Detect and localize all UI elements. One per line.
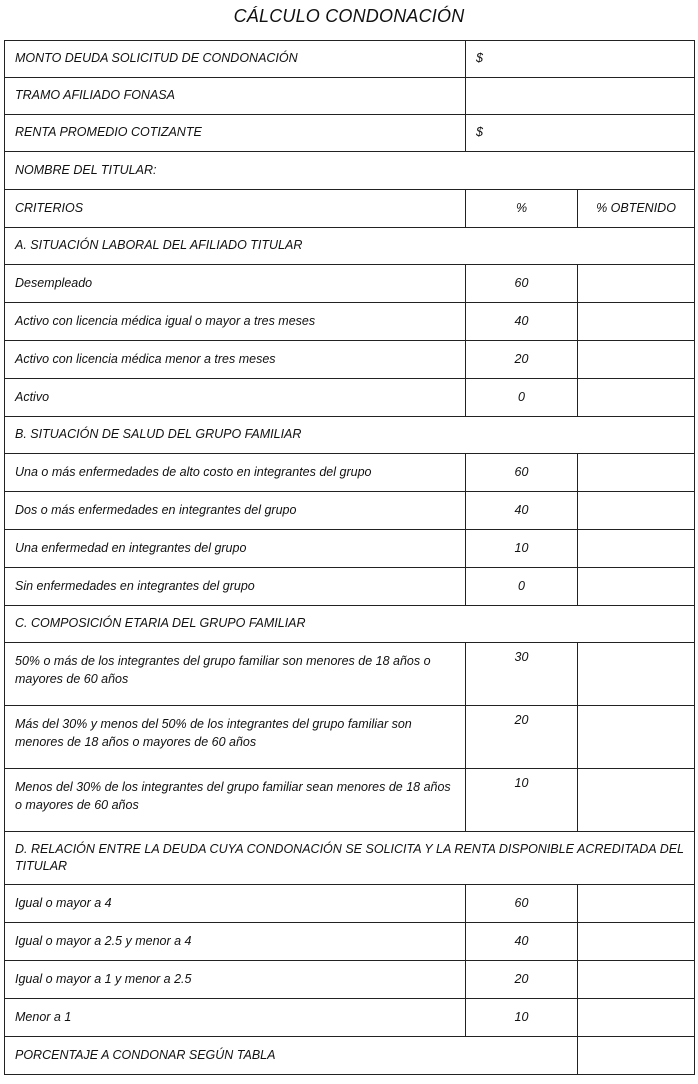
table-row bbox=[5, 303, 695, 341]
section-c-header bbox=[5, 606, 695, 643]
obtenido-cell[interactable] bbox=[578, 379, 695, 417]
criterio-pct: 40 bbox=[466, 492, 578, 530]
table-row bbox=[5, 568, 695, 606]
criterio-label: Igual o mayor a 4 bbox=[5, 885, 466, 923]
footer-label: PORCENTAJE A CONDONAR SEGÚN TABLA bbox=[5, 1037, 578, 1075]
criterio-pct: 60 bbox=[466, 454, 578, 492]
obtenido-cell[interactable] bbox=[578, 643, 695, 706]
criterio-pct: 30 bbox=[466, 643, 578, 706]
table-row bbox=[5, 530, 695, 568]
table-row bbox=[5, 706, 695, 769]
criterio-label: Activo con licencia médica menor a tres meses bbox=[5, 341, 466, 379]
criterio-label: Menor a 1 bbox=[5, 999, 466, 1037]
monto-label: MONTO DEUDA SOLICITUD DE CONDONACIÓN bbox=[5, 41, 466, 78]
criterio-pct: 60 bbox=[466, 265, 578, 303]
table-row bbox=[5, 961, 695, 999]
tramo-row bbox=[5, 78, 695, 115]
renta-label: RENTA PROMEDIO COTIZANTE bbox=[5, 115, 466, 152]
criterio-pct: 20 bbox=[466, 961, 578, 999]
criterio-pct: 0 bbox=[466, 568, 578, 606]
footer-row bbox=[5, 1037, 695, 1075]
criterio-pct: 10 bbox=[466, 999, 578, 1037]
table-row bbox=[5, 454, 695, 492]
section-d-header bbox=[5, 832, 695, 885]
section-title: A. SITUACIÓN LABORAL DEL AFILIADO TITULAR bbox=[5, 228, 695, 265]
obtenido-cell[interactable] bbox=[578, 265, 695, 303]
nombre-label[interactable]: NOMBRE DEL TITULAR: bbox=[5, 152, 695, 190]
section-title: B. SITUACIÓN DE SALUD DEL GRUPO FAMILIAR bbox=[5, 417, 695, 454]
section-title: C. COMPOSICIÓN ETARIA DEL GRUPO FAMILIAR bbox=[5, 606, 695, 643]
criterio-label: Más del 30% y menos del 50% de los integrantes del grupo familiar son menores de 18 años o mayores de 60 años bbox=[5, 706, 466, 769]
criterio-pct: 60 bbox=[466, 885, 578, 923]
tramo-label: TRAMO AFILIADO FONASA bbox=[5, 78, 466, 115]
obtenido-cell[interactable] bbox=[578, 999, 695, 1037]
col-header-pct: % bbox=[466, 190, 578, 228]
criterio-pct: 40 bbox=[466, 923, 578, 961]
table-row bbox=[5, 769, 695, 832]
obtenido-cell[interactable] bbox=[578, 454, 695, 492]
table-row bbox=[5, 643, 695, 706]
column-header-row bbox=[5, 190, 695, 228]
table-row bbox=[5, 492, 695, 530]
obtenido-cell[interactable] bbox=[578, 303, 695, 341]
criterio-label: Desempleado bbox=[5, 265, 466, 303]
obtenido-cell[interactable] bbox=[578, 568, 695, 606]
section-b-header bbox=[5, 417, 695, 454]
table-row bbox=[5, 923, 695, 961]
obtenido-cell[interactable] bbox=[578, 341, 695, 379]
criterio-label: Una o más enfermedades de alto costo en integrantes del grupo bbox=[5, 454, 466, 492]
criterio-label: Igual o mayor a 1 y menor a 2.5 bbox=[5, 961, 466, 999]
criterio-pct: 20 bbox=[466, 706, 578, 769]
obtenido-cell[interactable] bbox=[578, 885, 695, 923]
obtenido-cell[interactable] bbox=[578, 530, 695, 568]
criterio-pct: 20 bbox=[466, 341, 578, 379]
monto-row bbox=[5, 41, 695, 78]
criterio-pct: 10 bbox=[466, 769, 578, 832]
page-title: CÁLCULO CONDONACIÓN bbox=[233, 6, 465, 26]
renta-row bbox=[5, 115, 695, 152]
section-a-header bbox=[5, 228, 695, 265]
criterio-label: Sin enfermedades en integrantes del grupo bbox=[5, 568, 466, 606]
criterio-label: Menos del 30% de los integrantes del grupo familiar sean menores de 18 años o mayores de 60 años bbox=[5, 769, 466, 832]
table-row bbox=[5, 341, 695, 379]
obtenido-cell[interactable] bbox=[578, 706, 695, 769]
criterio-pct: 10 bbox=[466, 530, 578, 568]
col-header-obtenido: % OBTENIDO bbox=[578, 190, 695, 228]
obtenido-cell[interactable] bbox=[578, 769, 695, 832]
criterio-label: Activo bbox=[5, 379, 466, 417]
nombre-row bbox=[5, 152, 695, 190]
obtenido-cell[interactable] bbox=[578, 923, 695, 961]
criterio-pct: 0 bbox=[466, 379, 578, 417]
criterio-label: Igual o mayor a 2.5 y menor a 4 bbox=[5, 923, 466, 961]
criterio-label: 50% o más de los integrantes del grupo familiar son menores de 18 años o mayores de 60 años bbox=[5, 643, 466, 706]
col-header-criterios: CRITERIOS bbox=[5, 190, 466, 228]
condonacion-table bbox=[4, 40, 695, 1075]
criterio-label: Activo con licencia médica igual o mayor a tres meses bbox=[5, 303, 466, 341]
table-row bbox=[5, 379, 695, 417]
monto-value-field[interactable]: $ bbox=[466, 41, 695, 78]
obtenido-cell[interactable] bbox=[578, 492, 695, 530]
criterio-pct: 40 bbox=[466, 303, 578, 341]
obtenido-cell[interactable] bbox=[578, 961, 695, 999]
renta-value-field[interactable]: $ bbox=[466, 115, 695, 152]
table-row bbox=[5, 265, 695, 303]
footer-total-cell[interactable] bbox=[578, 1037, 695, 1075]
criterio-label: Dos o más enfermedades en integrantes del grupo bbox=[5, 492, 466, 530]
section-title: D. RELACIÓN ENTRE LA DEUDA CUYA CONDONACIÓN SE SOLICITA Y LA RENTA DISPONIBLE ACREDITADA DEL TITULAR bbox=[5, 832, 695, 885]
table-row bbox=[5, 999, 695, 1037]
criterio-label: Una enfermedad en integrantes del grupo bbox=[5, 530, 466, 568]
tramo-value-field[interactable] bbox=[466, 78, 695, 115]
table-row bbox=[5, 885, 695, 923]
